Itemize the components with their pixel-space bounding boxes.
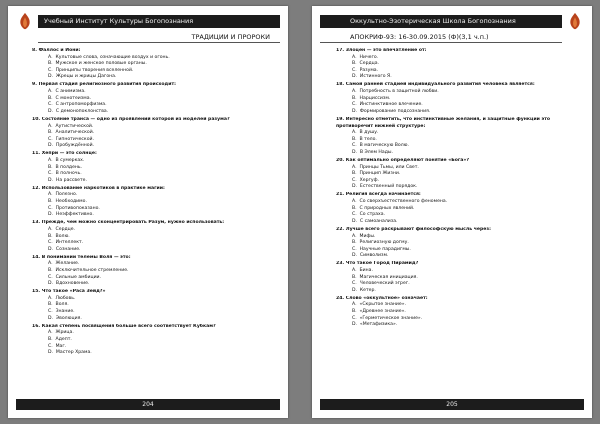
question-item bbox=[336, 192, 580, 225]
answer-option bbox=[352, 322, 580, 329]
question-label: Первая стадия религиозного развития происходит: bbox=[38, 82, 176, 88]
option-letter: D. bbox=[352, 74, 357, 80]
answer-option bbox=[48, 316, 276, 323]
option-letter: В. bbox=[352, 95, 357, 101]
question-label: Злоцен — это впечатление от: bbox=[345, 48, 427, 53]
option-text: В сумерках. bbox=[55, 158, 85, 163]
answer-option bbox=[48, 212, 276, 219]
question-text bbox=[32, 151, 276, 158]
question-text bbox=[32, 220, 276, 227]
option-text: Сердца. bbox=[359, 61, 380, 67]
option-text: В полночь. bbox=[55, 171, 82, 177]
option-text: Сильные амбиции. bbox=[55, 274, 102, 280]
option-text: С антропоморфизма. bbox=[55, 102, 107, 108]
question-number: 10. bbox=[32, 116, 41, 122]
option-text: Полезно. bbox=[55, 192, 78, 198]
question-item bbox=[336, 158, 580, 191]
question-item bbox=[32, 117, 276, 150]
option-text: Религиозную догму. bbox=[359, 240, 409, 246]
option-letter: В. bbox=[352, 240, 357, 246]
answer-option bbox=[352, 288, 580, 295]
option-letter: В. bbox=[48, 61, 53, 67]
question-item bbox=[336, 48, 580, 81]
option-letter: D. bbox=[352, 149, 357, 155]
answer-option bbox=[352, 212, 580, 219]
option-text: Необходимо. bbox=[55, 199, 87, 205]
question-item bbox=[32, 151, 276, 184]
option-letter: В. bbox=[48, 130, 53, 136]
answer-option bbox=[352, 281, 580, 288]
option-letter: В. bbox=[48, 95, 53, 101]
option-text: В полдень. bbox=[55, 164, 83, 170]
answer-option bbox=[48, 330, 276, 337]
question-text bbox=[336, 261, 580, 268]
option-text: Воля. bbox=[55, 302, 69, 308]
option-text: Знание. bbox=[55, 309, 75, 315]
question-item bbox=[32, 82, 276, 115]
option-text: Мифы. bbox=[359, 233, 376, 239]
question-label: Использование наркотиков в практике магии: bbox=[41, 185, 165, 191]
answer-option bbox=[48, 268, 276, 275]
option-letter: В. bbox=[48, 302, 53, 308]
answer-option bbox=[352, 199, 580, 206]
question-text bbox=[32, 289, 276, 296]
option-letter: С. bbox=[48, 205, 53, 211]
option-text: В Элем Нады. bbox=[359, 149, 393, 155]
option-letter: А. bbox=[352, 89, 357, 95]
option-letter: А. bbox=[48, 54, 53, 60]
answer-option bbox=[48, 102, 276, 109]
option-letter: D. bbox=[48, 74, 53, 80]
option-text: «Скрытое знание». bbox=[359, 302, 406, 308]
option-letter: А. bbox=[352, 302, 357, 308]
option-text: Разума. bbox=[359, 67, 379, 73]
option-text: Хергуф. bbox=[359, 177, 380, 183]
option-letter: В. bbox=[352, 171, 357, 177]
option-text: Кетер. bbox=[359, 287, 376, 293]
option-letter: D. bbox=[352, 253, 357, 259]
answer-option bbox=[48, 227, 276, 234]
answer-option bbox=[352, 184, 580, 191]
option-letter: А. bbox=[352, 130, 357, 136]
answer-option bbox=[48, 281, 276, 288]
question-item bbox=[32, 289, 276, 322]
question-number: 22. bbox=[336, 226, 345, 232]
option-text: Маг. bbox=[55, 343, 67, 349]
answer-option bbox=[352, 74, 580, 81]
question-number: 12. bbox=[32, 185, 41, 191]
question-number: 24. bbox=[336, 295, 345, 301]
option-text: Жрецы и жрицы Дагона. bbox=[55, 74, 117, 80]
question-text bbox=[336, 117, 580, 130]
option-text: Пробуждённой. bbox=[55, 143, 95, 149]
option-letter: D. bbox=[48, 143, 53, 149]
option-letter: А. bbox=[48, 330, 53, 336]
question-number: 17. bbox=[336, 48, 345, 53]
question-item bbox=[336, 227, 580, 260]
question-number: 8. bbox=[32, 48, 37, 53]
option-letter: В. bbox=[352, 205, 357, 211]
question-number: 19. bbox=[336, 116, 345, 122]
option-letter: С. bbox=[352, 281, 357, 287]
option-letter: С. bbox=[48, 240, 53, 246]
option-letter: С. bbox=[352, 315, 357, 321]
question-label: Самой ранней стадией индивидуального развития человека является: bbox=[345, 82, 535, 88]
option-text: Со сверхъестественного феномена. bbox=[359, 199, 448, 205]
page-number: 204 bbox=[16, 399, 280, 410]
option-text: Магическая инициация. bbox=[359, 274, 418, 280]
answer-option bbox=[352, 102, 580, 109]
option-text: «Метафизика». bbox=[359, 322, 398, 328]
answer-option bbox=[352, 89, 580, 96]
option-letter: С. bbox=[48, 171, 53, 177]
option-text: Сердце. bbox=[55, 226, 76, 232]
question-item bbox=[32, 186, 276, 219]
question-label: Слово «оккультное» означает: bbox=[345, 295, 428, 301]
option-text: Символизм. bbox=[359, 253, 389, 259]
option-letter: D. bbox=[48, 281, 53, 287]
option-text: Ничего. bbox=[359, 54, 379, 60]
option-text: Волю. bbox=[55, 233, 70, 239]
option-letter: В. bbox=[48, 233, 53, 239]
option-text: Противопоказано. bbox=[55, 205, 100, 211]
question-number: 13. bbox=[32, 220, 41, 226]
question-item bbox=[32, 220, 276, 253]
page-header-title: Оккультно-Эзотерическая Школа Богопознания bbox=[320, 15, 562, 28]
question-text bbox=[336, 158, 580, 165]
question-number: 16. bbox=[32, 323, 41, 329]
option-text: В тело. bbox=[359, 136, 377, 142]
option-letter: В. bbox=[352, 274, 357, 280]
option-letter: D. bbox=[48, 246, 53, 252]
option-text: Сознание. bbox=[55, 246, 81, 252]
option-letter: D. bbox=[352, 287, 357, 293]
option-text: Аналитической. bbox=[55, 130, 95, 136]
question-item bbox=[32, 48, 276, 81]
answer-option bbox=[48, 61, 276, 68]
answer-option bbox=[48, 165, 276, 172]
option-letter: А. bbox=[48, 158, 53, 163]
option-letter: С. bbox=[352, 212, 357, 218]
option-text: Принцип Жизни. bbox=[359, 171, 401, 177]
option-text: С самоанализа. bbox=[359, 218, 398, 224]
answer-option bbox=[48, 89, 276, 96]
question-label: Как оптимально определяют понятие «Бога»? bbox=[345, 158, 469, 163]
option-letter: С. bbox=[352, 177, 357, 183]
option-letter: С. bbox=[48, 67, 53, 73]
option-text: Нарциссизм. bbox=[359, 95, 391, 101]
question-label: Фаллос и Йони: bbox=[38, 48, 81, 53]
option-text: Адепт. bbox=[55, 336, 72, 342]
option-letter: С. bbox=[352, 143, 357, 149]
answer-option bbox=[48, 296, 276, 303]
question-number: 14. bbox=[32, 254, 41, 260]
option-text: Потребность в защитной любви. bbox=[359, 89, 439, 95]
option-text: Любовь. bbox=[55, 295, 76, 301]
question-list bbox=[32, 48, 276, 358]
option-text: Инстинктивное влечение. bbox=[359, 102, 423, 108]
option-letter: С. bbox=[48, 102, 53, 108]
answer-option bbox=[48, 261, 276, 268]
option-text: Мужское и женское половые органы. bbox=[55, 61, 147, 67]
question-number: 9. bbox=[32, 82, 37, 88]
answer-option bbox=[352, 130, 580, 137]
option-text: Культовые слова, означающие воздух и огонь. bbox=[55, 54, 170, 60]
option-text: Научные парадигмы. bbox=[359, 246, 411, 252]
answer-option bbox=[48, 158, 276, 165]
school-logo-icon bbox=[566, 12, 584, 30]
question-number: 15. bbox=[32, 289, 41, 295]
option-text: Бина. bbox=[359, 268, 373, 273]
option-letter: D. bbox=[48, 315, 53, 321]
option-letter: А. bbox=[48, 89, 53, 95]
option-letter: С. bbox=[48, 136, 53, 142]
answer-option bbox=[352, 143, 580, 150]
question-label: В понимании телемы Воля — это: bbox=[41, 254, 131, 260]
question-text bbox=[336, 227, 580, 234]
answer-option bbox=[48, 130, 276, 137]
option-letter: С. bbox=[352, 102, 357, 108]
institute-logo-icon bbox=[16, 12, 34, 30]
option-letter: С. bbox=[48, 343, 53, 349]
option-letter: D. bbox=[48, 177, 53, 183]
option-text: Естественный порядок. bbox=[359, 184, 418, 190]
answer-option bbox=[352, 61, 580, 68]
option-text: Желание. bbox=[55, 261, 80, 267]
option-letter: D. bbox=[48, 350, 53, 356]
answer-option bbox=[352, 109, 580, 116]
option-text: Гипнотической. bbox=[55, 136, 94, 142]
option-text: Неэффективно. bbox=[55, 212, 94, 218]
option-text: Принципы творения вселенной. bbox=[55, 67, 134, 73]
option-text: С анимизма. bbox=[55, 89, 86, 95]
page-header-title: Учебный Институт Культуры Богопознания bbox=[38, 15, 280, 28]
question-text bbox=[32, 117, 276, 124]
answer-option bbox=[48, 143, 276, 150]
question-text bbox=[336, 48, 580, 55]
right-page bbox=[312, 6, 592, 418]
left-page bbox=[8, 6, 288, 418]
answer-option bbox=[48, 109, 276, 116]
question-label: Что такое «Раса Зейд?» bbox=[41, 289, 106, 295]
question-number: 11. bbox=[32, 151, 41, 157]
option-text: Истинного Я. bbox=[359, 74, 392, 80]
option-letter: А. bbox=[352, 199, 357, 205]
question-item bbox=[336, 82, 580, 115]
answer-option bbox=[48, 337, 276, 344]
option-letter: С. bbox=[48, 309, 53, 315]
option-text: С природных явлений. bbox=[359, 205, 415, 211]
answer-option bbox=[352, 268, 580, 275]
question-number: 18. bbox=[336, 82, 345, 88]
option-text: Жрица. bbox=[55, 330, 74, 336]
page-number: 205 bbox=[320, 399, 584, 410]
option-letter: D. bbox=[48, 108, 53, 114]
question-text bbox=[32, 48, 276, 55]
answer-option bbox=[48, 171, 276, 178]
question-label: Какая степень посвящения больше всего соответствует Кубкам? bbox=[41, 323, 216, 329]
option-letter: С. bbox=[352, 67, 357, 73]
answer-option bbox=[48, 240, 276, 247]
option-letter: С. bbox=[352, 246, 357, 252]
answer-option bbox=[352, 219, 580, 226]
option-letter: D. bbox=[352, 322, 357, 328]
answer-option bbox=[352, 171, 580, 178]
option-letter: А. bbox=[48, 192, 53, 198]
option-text: Человеческий эгрег. bbox=[359, 281, 410, 287]
question-item bbox=[32, 255, 276, 288]
option-letter: А. bbox=[352, 268, 357, 273]
question-label: Религия всегда начинается: bbox=[345, 192, 421, 198]
option-letter: В. bbox=[48, 199, 53, 205]
option-letter: А. bbox=[48, 261, 53, 267]
section-subheader: ТРАДИЦИИ И ПРОРОКИ bbox=[38, 32, 280, 43]
option-letter: В. bbox=[48, 164, 53, 170]
option-letter: D. bbox=[352, 218, 357, 224]
option-text: С монотеизма. bbox=[55, 95, 91, 101]
option-letter: D. bbox=[352, 184, 357, 190]
option-letter: А. bbox=[352, 164, 357, 170]
question-item bbox=[32, 324, 276, 357]
question-label: Что такое Город Пирамид? bbox=[345, 261, 419, 267]
option-letter: В. bbox=[352, 61, 357, 67]
option-letter: В. bbox=[48, 336, 53, 342]
option-text: Аутистической. bbox=[55, 123, 94, 129]
option-letter: В. bbox=[48, 268, 53, 273]
question-label: Хепри — это солнце: bbox=[41, 151, 97, 157]
answer-option bbox=[352, 150, 580, 157]
question-number: 23. bbox=[336, 261, 345, 267]
option-text: Мастер Храма. bbox=[55, 350, 92, 356]
option-text: В душу. bbox=[359, 130, 379, 136]
question-item bbox=[336, 117, 580, 157]
answer-option bbox=[352, 253, 580, 260]
answer-option bbox=[352, 55, 580, 62]
option-text: Вдохновение. bbox=[55, 281, 90, 287]
option-text: «Герметическое знание». bbox=[359, 315, 423, 321]
answer-option bbox=[352, 309, 580, 316]
option-letter: С. bbox=[48, 274, 53, 280]
option-text: На рассвете. bbox=[55, 177, 87, 183]
option-letter: D. bbox=[352, 108, 357, 114]
answer-option bbox=[48, 302, 276, 309]
answer-option bbox=[352, 206, 580, 213]
answer-option bbox=[352, 240, 580, 247]
answer-option bbox=[48, 309, 276, 316]
option-text: Принцы Тьмы, или Свет. bbox=[359, 164, 419, 170]
option-text: В магическую Волю. bbox=[359, 143, 409, 149]
question-label: Прежде, чем можно сконцентрировать Разум, нужно использовать: bbox=[41, 220, 225, 226]
question-number: 21. bbox=[336, 192, 345, 198]
option-text: С демонопоклонства. bbox=[55, 108, 109, 114]
option-text: Формирование подсознания. bbox=[359, 108, 431, 114]
answer-option bbox=[48, 178, 276, 185]
question-label: Лучше всего раскрывают философскую мысль через: bbox=[345, 226, 491, 232]
option-text: Со страха. bbox=[359, 212, 385, 218]
question-list bbox=[336, 48, 580, 330]
option-letter: А. bbox=[48, 295, 53, 301]
option-text: Исключительное стремление. bbox=[55, 268, 129, 273]
answer-option bbox=[48, 199, 276, 206]
option-letter: А. bbox=[48, 226, 53, 232]
question-label: Интересно отметить, что инстинктивные желания, и защитные функции это противоречит нижней структуре: bbox=[336, 116, 551, 129]
option-text: Интеллект. bbox=[55, 240, 84, 246]
option-letter: А. bbox=[352, 233, 357, 239]
option-letter: D. bbox=[48, 212, 53, 218]
section-subheader: АПОКРИФ-93: 16-30.09.2015 (Ф)(3,1 ч.п.) bbox=[320, 32, 562, 43]
question-number: 20. bbox=[336, 158, 345, 163]
answer-option bbox=[48, 350, 276, 357]
option-letter: А. bbox=[352, 54, 357, 60]
option-letter: В. bbox=[352, 136, 357, 142]
option-text: Эволюция. bbox=[55, 315, 82, 321]
answer-option bbox=[48, 74, 276, 81]
option-text: «Древнее знание». bbox=[359, 309, 406, 315]
question-item bbox=[336, 261, 580, 294]
option-letter: В. bbox=[352, 309, 357, 315]
question-label: Состояние транса — одно из проявлений которой из моделей разума? bbox=[41, 116, 230, 122]
question-item bbox=[336, 296, 580, 329]
option-letter: А. bbox=[48, 123, 53, 129]
answer-option bbox=[48, 247, 276, 254]
